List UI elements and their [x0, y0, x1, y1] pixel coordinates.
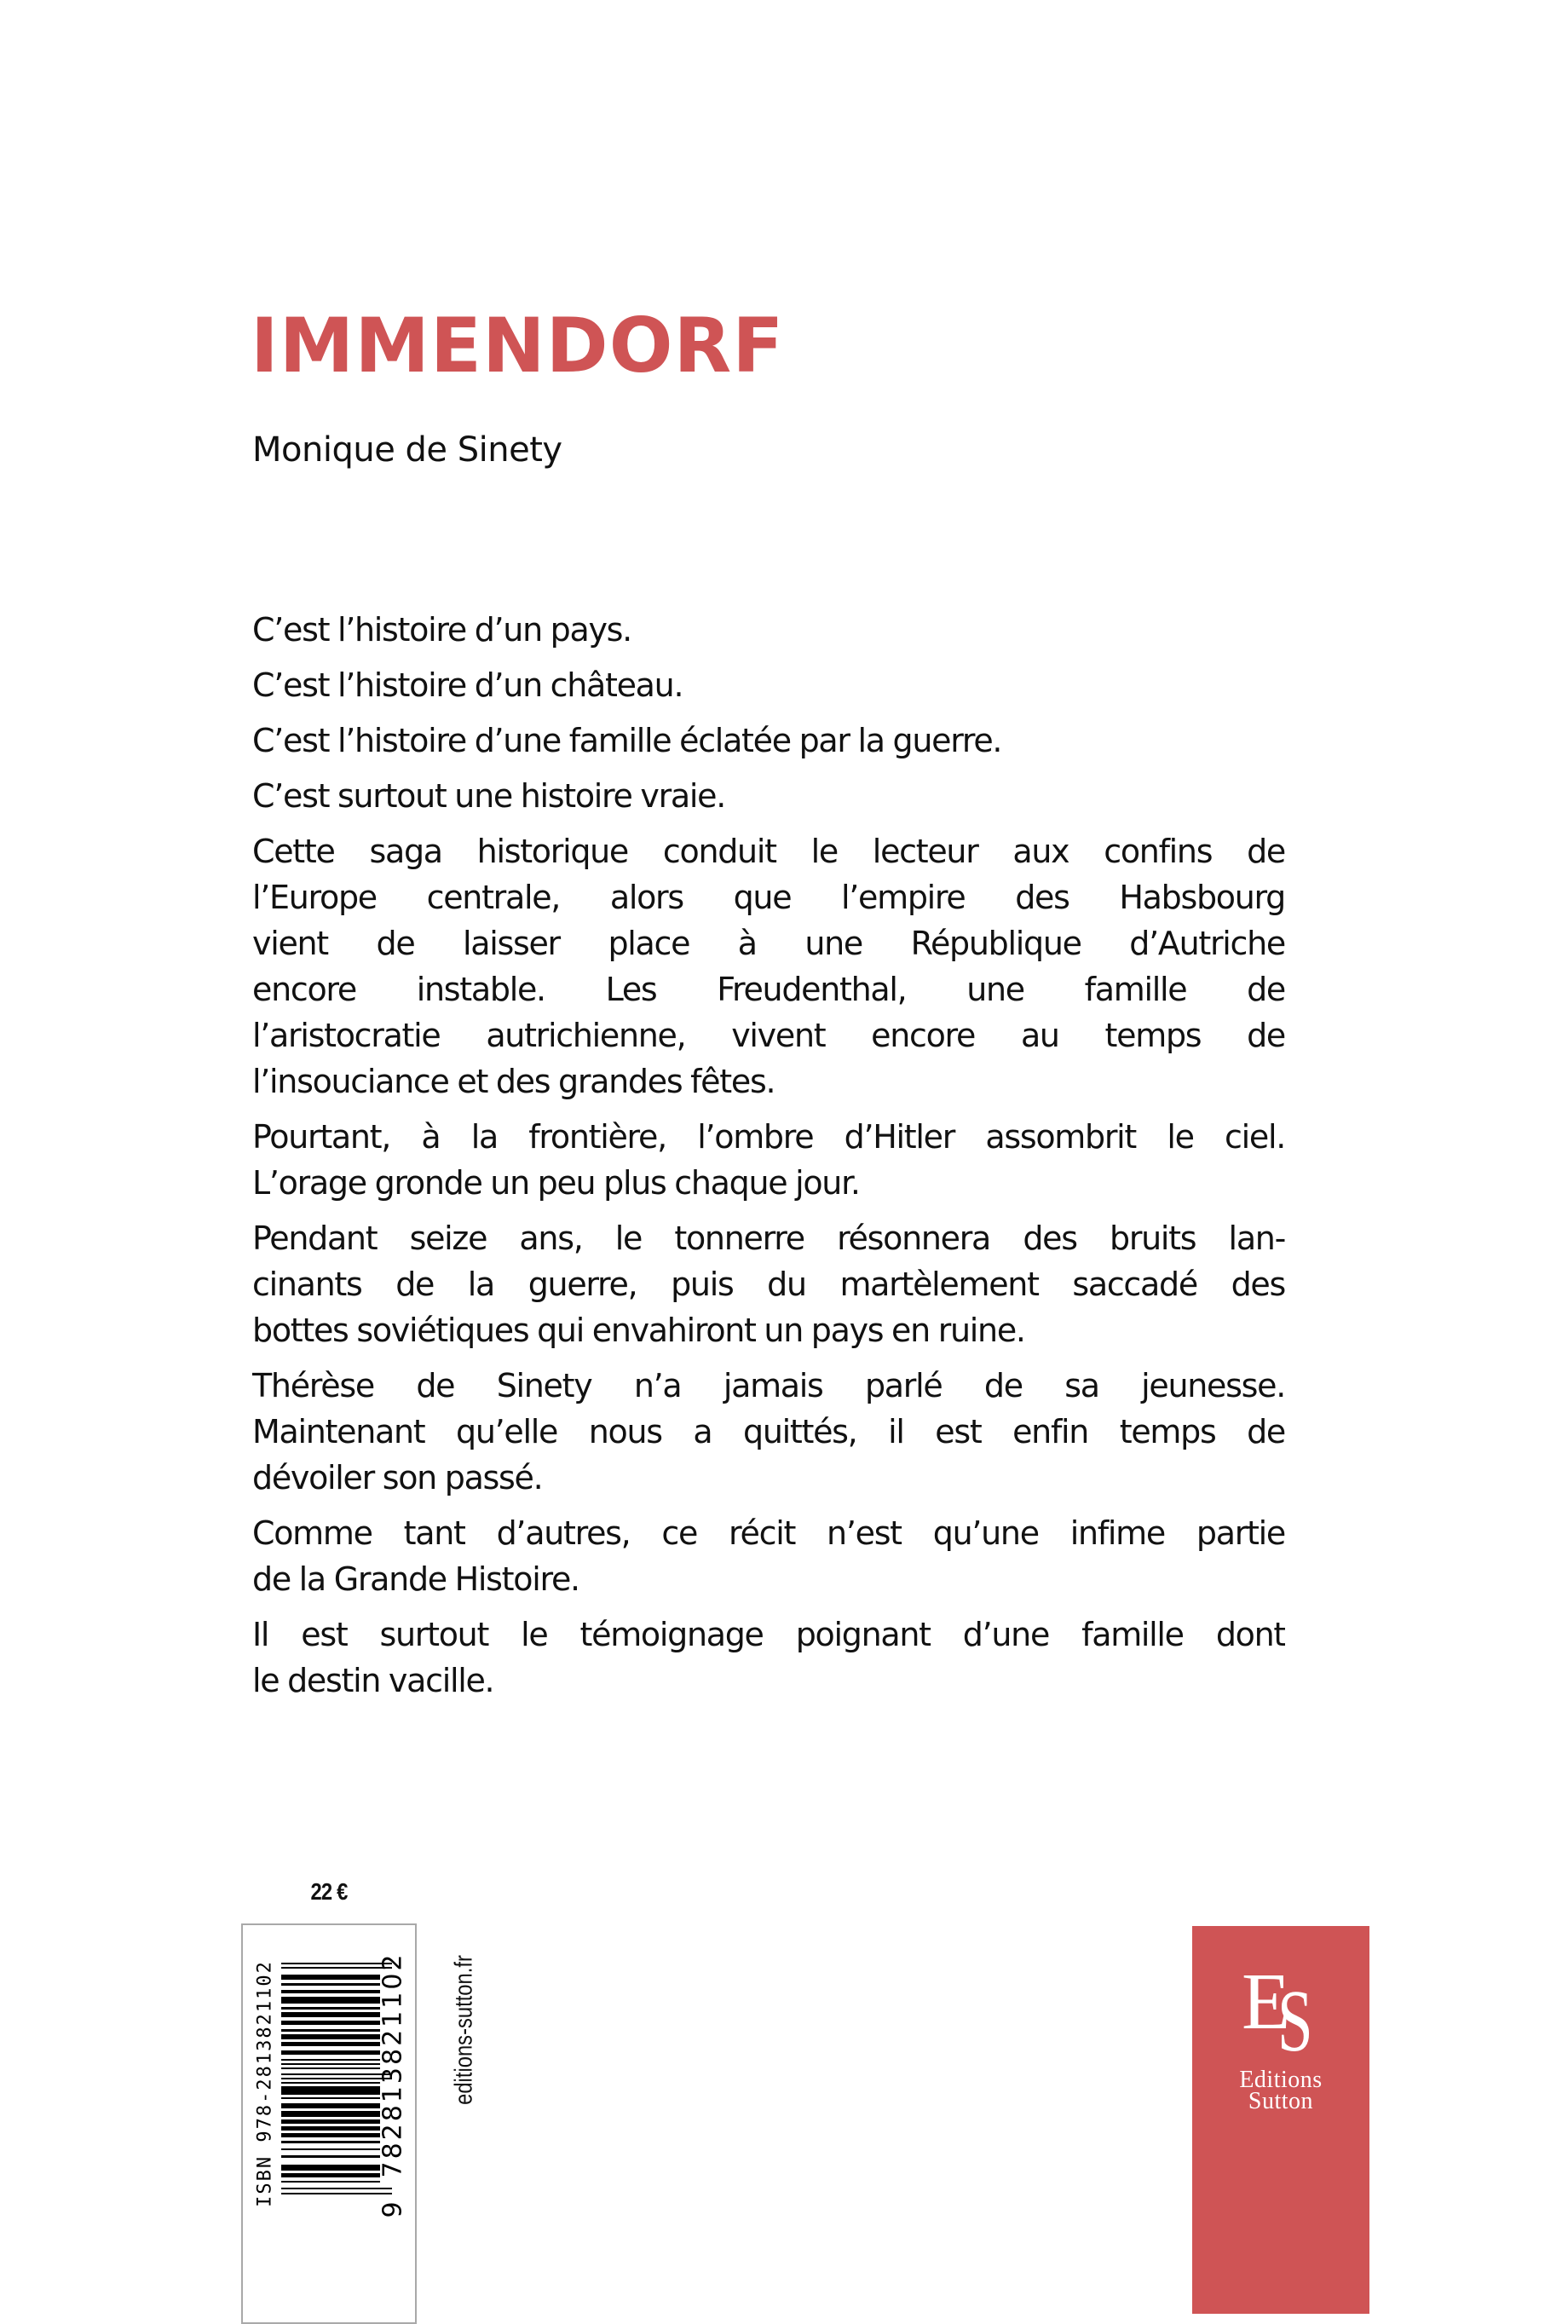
publisher-website-link[interactable]: editions-sutton.fr	[450, 1955, 478, 2105]
barcode-digits-main: 782813821102	[378, 1952, 408, 2178]
blurb-line: l’Europe centrale, alors que l’empire des Habsbourg	[252, 879, 1285, 916]
blurb-line: Cette saga historique conduit le lecteur aux confins de	[252, 833, 1285, 870]
back-cover-blurb	[252, 607, 1285, 1713]
blurb-line: Il est surtout le témoignage poignant d’une famille dont	[252, 1616, 1285, 1653]
blurb-line: dévoiler son passé.	[252, 1459, 543, 1496]
blurb-paragraph	[252, 773, 1285, 819]
blurb-line: l’insouciance et des grandes fêtes.	[252, 1063, 775, 1100]
blurb-paragraph	[252, 718, 1285, 764]
book-title: IMMENDORF	[251, 302, 785, 389]
blurb-line: Thérèse de Sinety n’a jamais parlé de sa jeunesse.	[252, 1367, 1285, 1404]
blurb-paragraph	[252, 828, 1285, 1104]
blurb-line: C’est l’histoire d’un château.	[252, 666, 683, 704]
blurb-paragraph	[252, 1612, 1285, 1704]
blurb-line: C’est surtout une histoire vraie.	[252, 777, 726, 815]
monogram-s: S	[1277, 1972, 1313, 2070]
blurb-line: Comme tant d’autres, ce récit n’est qu’une infime partie	[252, 1514, 1285, 1552]
blurb-line: L’orage gronde un peu plus chaque jour.	[252, 1164, 860, 1202]
isbn-text	[254, 1960, 276, 2207]
blurb-line: cinants de la guerre, puis du martèlement saccadé des	[252, 1266, 1285, 1303]
publisher-website[interactable]	[452, 1928, 477, 2132]
publisher-logo	[1192, 1926, 1369, 2314]
blurb-line: C’est l’histoire d’une famille éclatée par la guerre.	[252, 722, 1002, 759]
barcode-icon	[281, 1963, 392, 2201]
monogram-e: E	[1242, 1958, 1291, 2046]
blurb-line: encore instable. Les Freudenthal, une famille de	[252, 971, 1285, 1008]
blurb-line: Maintenant qu’elle nous a quittés, il est enfin temps de	[252, 1413, 1285, 1450]
blurb-paragraph	[252, 607, 1285, 653]
es-monogram-icon	[1192, 1958, 1369, 2070]
blurb-line: le destin vacille.	[252, 1662, 494, 1699]
blurb-paragraph	[252, 662, 1285, 708]
isbn-label: ISBN 978-2813821102	[254, 1960, 276, 2207]
publisher-name	[1192, 2069, 1369, 2112]
blurb-line: de la Grande Histoire.	[252, 1560, 579, 1598]
blurb-line: vient de laisser place à une République d’Autriche	[252, 925, 1285, 962]
blurb-line: Pendant seize ans, le tonnerre résonnera des bruits lan-	[252, 1220, 1285, 1257]
price-label: 22 €	[310, 1878, 348, 1905]
blurb-line: C’est l’histoire d’un pays.	[252, 611, 631, 649]
blurb-paragraph	[252, 1215, 1285, 1353]
publisher-name-line2: Sutton	[1248, 2088, 1314, 2114]
author-name: Monique de Sinety	[252, 430, 562, 470]
blurb-paragraph	[252, 1114, 1285, 1206]
blurb-paragraph	[252, 1510, 1285, 1602]
blurb-line: bottes soviétiques qui envahiront un pays en ruine.	[252, 1312, 1025, 1349]
blurb-line: Pourtant, à la frontière, l’ombre d’Hitler assombrit le ciel.	[252, 1118, 1285, 1156]
barcode-digits	[378, 1952, 408, 2224]
blurb-line: l’aristocratie autrichienne, vivent encore au temps de	[252, 1017, 1285, 1054]
barcode-digit-lead: 9	[378, 2201, 408, 2218]
publisher-name-line1: Editions	[1239, 2067, 1323, 2093]
blurb-paragraph	[252, 1363, 1285, 1501]
